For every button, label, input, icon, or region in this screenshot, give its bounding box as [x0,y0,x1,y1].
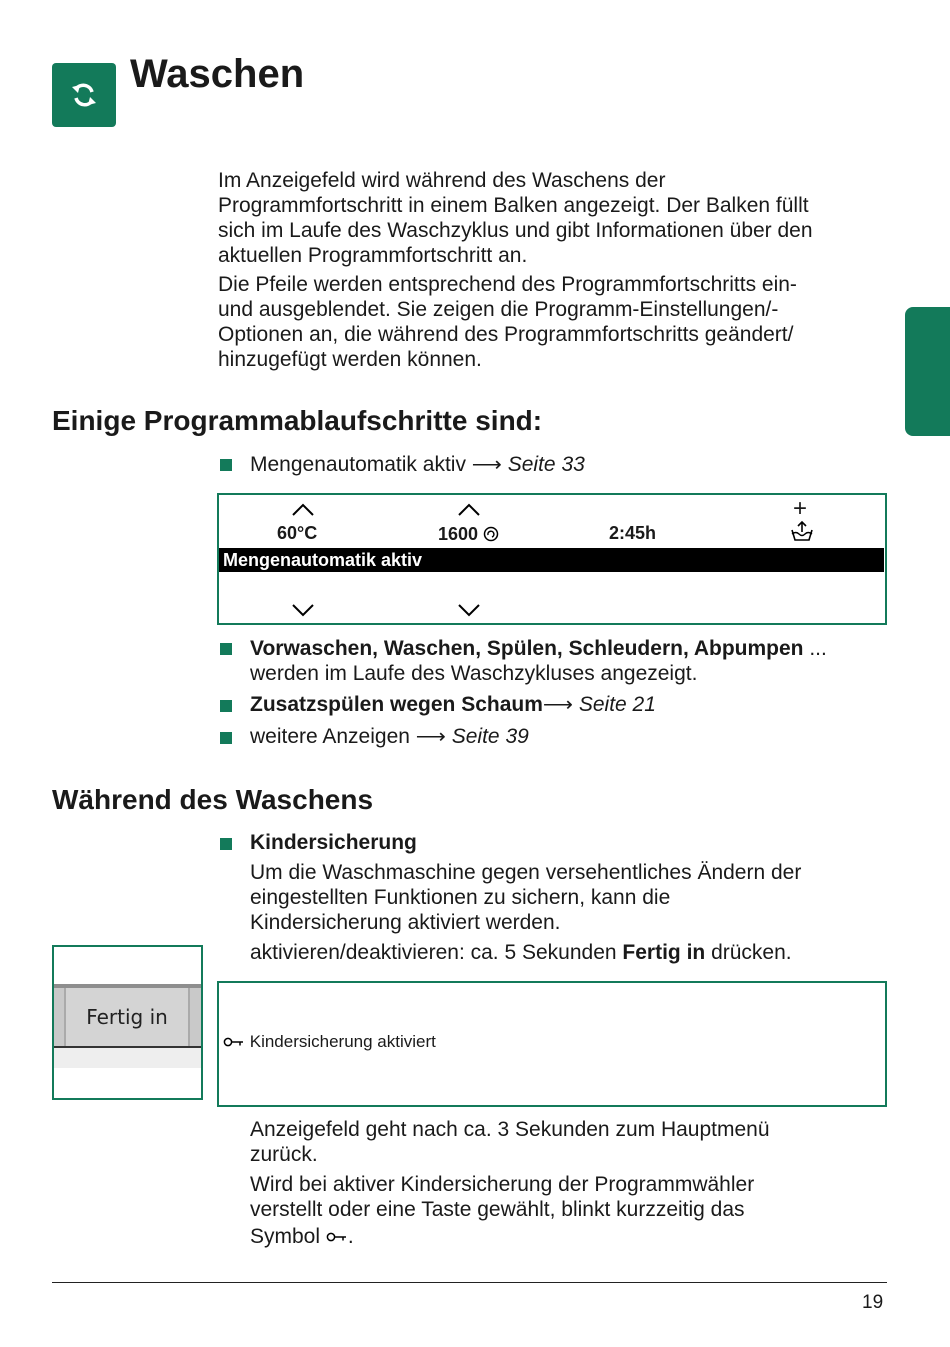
progress-status-bar: Mengenautomatik aktiv [219,548,884,572]
chevron-down-icon [457,603,481,617]
kindersicherung-block [250,830,890,965]
section-heading-steps: Einige Programmablaufschritte sind: [52,405,543,436]
text-line [250,1224,890,1249]
text-line: und ausgeblendet. Sie zeigen die Programm-Einstellungen/- [218,298,779,321]
fertig-in-button[interactable]: Fertig in [64,988,190,1046]
spin-icon [483,526,499,542]
text-line: zurück. [250,1143,318,1166]
bullet-program-steps [250,636,890,686]
section-heading-during-wash: Während des Waschens [52,784,374,815]
rinse-plus-icon [789,520,815,542]
text-line: eingestellten Funktionen zu sichern, kann die [250,886,671,909]
bullet-zusatzspuelen [250,692,890,717]
text-line: sich im Laufe des Waschzyklus und gibt Informationen über den [218,219,813,242]
text-line: Um die Waschmaschine gegen versehentliches Ändern der [250,861,802,884]
child-lock-message [223,1032,436,1052]
key-icon [326,1231,348,1243]
control-panel-illustration [52,945,203,1100]
recycle-arrows-icon [70,81,98,109]
text-fragment: Symbol [250,1225,321,1248]
text-line: Die Pfeile werden entsprechend des Programmfortschritts ein- [218,273,797,296]
chevron-up-icon [457,503,481,517]
fertig-in-button-frame [54,984,201,1048]
bullet-line [250,636,890,661]
intro-paragraph-2 [218,272,888,372]
spin-speed-value [438,524,499,545]
page-reference-link[interactable]: Seite 21 [578,693,656,716]
bullet-mengenautomatik [250,452,890,477]
instruction-text: drücken. [705,941,792,964]
instruction-text: aktivieren/deaktivieren: ca. 5 Sekunden [250,941,623,964]
chapter-side-tab [905,307,950,436]
text-line: Programmfortschritt in einem Balken angezeigt. Der Balken füllt [218,194,809,217]
button-reference: Fertig in [622,941,706,964]
bullet-square [220,700,232,712]
page-reference-link[interactable]: Seite 33 [507,453,585,476]
bullet-line: werden im Laufe des Waschzykluses angezeigt. [250,662,698,685]
after-activation-text [250,1117,890,1249]
child-lock-text: Kindersicherung aktiviert [249,1032,436,1051]
plus-icon: + [793,495,808,522]
footer-divider [52,1282,887,1283]
chevron-up-icon [291,503,315,517]
arrow-glyph: ⟶ [415,725,446,748]
text-line: Wird bei aktiver Kindersicherung der Programmwähler [250,1173,755,1196]
page-number: 19 [862,1292,884,1313]
text-line: Kindersicherung aktiviert werden. [250,911,561,934]
chapter-icon-box [52,63,116,127]
bullet-square [220,643,232,655]
text-line: hinzugefügt werden können. [218,348,482,371]
page-title: Waschen [130,52,305,96]
text-line: aktuellen Programmfortschritt an. [218,244,528,267]
bullet-text: weitere Anzeigen [250,725,410,748]
page-reference-link[interactable]: Seite 39 [451,725,529,748]
ellipsis: ... [803,637,827,660]
chevron-down-icon [291,603,315,617]
key-icon [223,1036,245,1048]
text-line: Im Anzeigefeld wird während des Waschens der [218,169,666,192]
bold-text: Vorwaschen, Waschen, Spülen, Schleudern, Abpumpen [250,637,804,660]
text-line: Anzeigefeld geht nach ca. 3 Sekunden zum Hauptmenü [250,1118,770,1141]
intro-paragraph-1 [218,168,888,268]
text-line: Optionen an, die während des Programmfortschritts geändert/ [218,323,794,346]
bold-text: Zusatzspülen wegen Schaum [250,693,543,716]
arrow-glyph: ⟶ [471,453,502,476]
bullet-square [220,459,232,471]
bullet-square [220,838,232,850]
text-fragment: . [347,1225,354,1248]
remaining-time-value: 2:45h [609,523,657,543]
bullet-text: Mengenautomatik aktiv [250,453,466,476]
display-panel-child-lock [217,981,887,1107]
arrow-glyph: ⟶ [542,693,574,716]
panel-strip [54,1048,201,1068]
temperature-value: 60°C [277,523,318,543]
bullet-weitere-anzeigen [250,724,890,749]
activate-instruction [250,940,890,965]
bullet-square [220,732,232,744]
item-title: Kindersicherung [250,831,417,854]
spin-speed-text: 1600 [438,524,479,544]
text-line: verstellt oder eine Taste gewählt, blinkt kurzzeitig das [250,1198,745,1221]
